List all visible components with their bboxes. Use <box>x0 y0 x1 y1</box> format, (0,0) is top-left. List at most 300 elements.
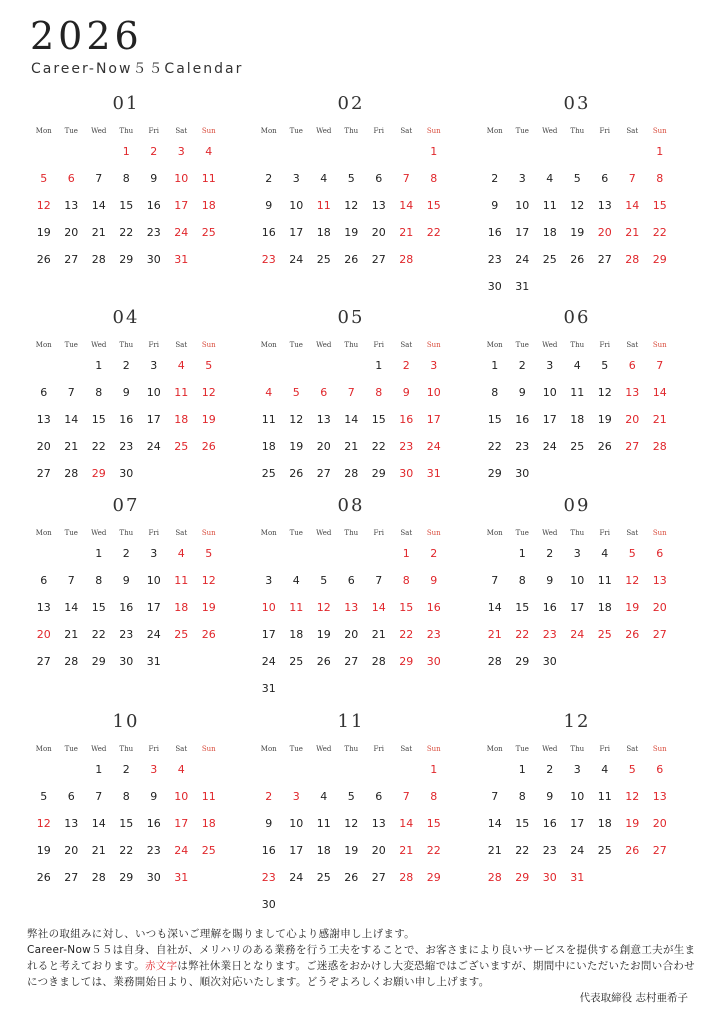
day-cell: 29 <box>119 871 134 884</box>
day-cell: 20 <box>597 226 612 239</box>
day-cell: 31 <box>570 871 585 884</box>
week-row <box>481 379 681 406</box>
day-cell: 25 <box>174 440 189 453</box>
day-cell: 30 <box>542 655 557 668</box>
week-row <box>30 192 230 219</box>
day-cell: 21 <box>91 844 106 857</box>
week-row <box>255 219 455 246</box>
weekday-label: Wed <box>316 529 332 537</box>
day-cell: 7 <box>375 574 383 587</box>
week-row <box>481 540 681 567</box>
month-title: 03 <box>563 93 591 114</box>
day-cell: 10 <box>289 817 304 830</box>
day-cell: 24 <box>542 440 557 453</box>
day-cell: 4 <box>177 359 185 372</box>
day-cell: 31 <box>261 682 276 695</box>
week-row <box>481 621 681 648</box>
empty-cell <box>195 460 223 487</box>
empty-cell <box>58 540 86 567</box>
day-cell: 25 <box>316 253 331 266</box>
day-cell: 4 <box>265 386 273 399</box>
day-cell: 23 <box>261 253 276 266</box>
day-cell: 15 <box>426 199 441 212</box>
day-cell: 27 <box>371 253 386 266</box>
empty-cell <box>646 460 674 487</box>
weekday-header <box>255 526 455 540</box>
day-cell: 27 <box>64 253 79 266</box>
day-cell: 2 <box>546 763 554 776</box>
empty-cell <box>255 540 283 567</box>
month-title: 02 <box>337 93 365 114</box>
weekday-label: Mon <box>486 529 503 537</box>
empty-cell <box>310 138 338 165</box>
day-cell: 18 <box>316 226 331 239</box>
day-cell: 27 <box>625 440 640 453</box>
weekday-label: Tue <box>64 529 78 537</box>
empty-cell <box>310 756 338 783</box>
empty-cell <box>283 138 311 165</box>
day-cell: 8 <box>656 172 664 185</box>
day-cell: 9 <box>265 817 273 830</box>
weekday-label: Fri <box>373 127 384 135</box>
day-cell: 10 <box>542 386 557 399</box>
day-cell: 13 <box>371 199 386 212</box>
day-cell: 26 <box>201 440 216 453</box>
month-title: 06 <box>563 307 591 328</box>
day-cell: 12 <box>597 386 612 399</box>
day-cell: 9 <box>430 574 438 587</box>
week-row <box>481 165 681 192</box>
day-cell: 24 <box>570 844 585 857</box>
week-row <box>255 433 455 460</box>
day-cell: 5 <box>628 547 636 560</box>
day-cell: 8 <box>518 574 526 587</box>
empty-cell <box>365 138 393 165</box>
day-cell: 26 <box>289 467 304 480</box>
day-cell: 29 <box>652 253 667 266</box>
day-cell: 8 <box>402 574 410 587</box>
month-title: 09 <box>563 495 591 516</box>
day-cell: 23 <box>515 440 530 453</box>
day-cell: 9 <box>402 386 410 399</box>
weekday-label: Fri <box>599 341 610 349</box>
day-cell: 9 <box>265 199 273 212</box>
day-cell: 30 <box>146 253 161 266</box>
week-row <box>481 594 681 621</box>
day-cell: 2 <box>430 547 438 560</box>
weekday-label: Fri <box>373 745 384 753</box>
day-cell: 30 <box>426 655 441 668</box>
week-row <box>481 246 681 273</box>
weekday-label: Sat <box>400 127 413 135</box>
footer-text-a: Career-Now５５は自身、自社が、メリハリのある業務を行う工夫をすることで、お客さまにより良いサービスを提供する創意工夫が生まれると考えております。 <box>27 944 696 972</box>
day-cell: 10 <box>570 790 585 803</box>
week-row <box>255 837 455 864</box>
weekday-label: Thu <box>344 529 359 537</box>
day-cell: 19 <box>201 413 216 426</box>
weekday-label: Mon <box>35 745 52 753</box>
day-cell: 18 <box>289 628 304 641</box>
day-cell: 14 <box>625 199 640 212</box>
day-cell: 8 <box>518 790 526 803</box>
day-cell: 26 <box>344 253 359 266</box>
weekday-label: Sun <box>426 529 441 537</box>
weekday-label: Sat <box>400 745 413 753</box>
day-cell: 5 <box>320 574 328 587</box>
week-row <box>30 540 230 567</box>
day-cell: 29 <box>487 467 502 480</box>
empty-cell <box>338 675 366 702</box>
day-cell: 2 <box>518 359 526 372</box>
day-cell: 27 <box>371 871 386 884</box>
weekday-label: Fri <box>148 127 159 135</box>
day-cell: 4 <box>601 547 609 560</box>
month-12 <box>481 710 681 891</box>
day-cell: 3 <box>177 145 185 158</box>
day-cell: 3 <box>265 574 273 587</box>
weekday-label: Wed <box>542 529 558 537</box>
day-cell: 6 <box>656 763 664 776</box>
day-cell: 23 <box>426 628 441 641</box>
weekday-label: Sat <box>400 341 413 349</box>
week-row <box>255 621 455 648</box>
weekday-label: Sun <box>652 341 667 349</box>
weekday-label: Sat <box>626 745 639 753</box>
week-row <box>481 783 681 810</box>
day-cell: 6 <box>628 359 636 372</box>
empty-cell <box>393 675 421 702</box>
day-cell: 17 <box>289 844 304 857</box>
empty-cell <box>338 138 366 165</box>
month-04 <box>30 306 230 487</box>
week-row <box>481 273 681 300</box>
empty-cell <box>30 138 58 165</box>
empty-cell <box>310 540 338 567</box>
empty-cell <box>591 460 619 487</box>
weekday-label: Wed <box>316 127 332 135</box>
day-cell: 7 <box>95 172 103 185</box>
weekday-label: Sat <box>175 529 188 537</box>
weekday-label: Fri <box>599 127 610 135</box>
footer-red-text: 赤文字 <box>144 960 178 972</box>
week-row <box>30 352 230 379</box>
empty-cell <box>283 675 311 702</box>
day-cell: 22 <box>91 628 106 641</box>
day-cell: 18 <box>201 199 216 212</box>
day-cell: 13 <box>652 790 667 803</box>
day-cell: 30 <box>487 280 502 293</box>
day-cell: 1 <box>95 547 103 560</box>
footer-paragraph <box>27 942 697 990</box>
day-cell: 14 <box>64 413 79 426</box>
day-cell: 7 <box>95 790 103 803</box>
weekday-label: Wed <box>91 341 107 349</box>
day-cell: 4 <box>177 763 185 776</box>
empty-cell <box>646 648 674 675</box>
weekday-label: Thu <box>119 529 134 537</box>
empty-cell <box>30 756 58 783</box>
day-cell: 20 <box>36 440 51 453</box>
day-cell: 23 <box>146 226 161 239</box>
day-cell: 29 <box>399 655 414 668</box>
weekday-label: Wed <box>91 745 107 753</box>
day-cell: 4 <box>177 547 185 560</box>
weekday-label: Tue <box>515 127 529 135</box>
empty-cell <box>420 675 448 702</box>
day-cell: 18 <box>261 440 276 453</box>
day-cell: 23 <box>261 871 276 884</box>
day-cell: 1 <box>430 145 438 158</box>
empty-cell <box>283 756 311 783</box>
day-cell: 6 <box>40 386 48 399</box>
weekday-label: Wed <box>91 127 107 135</box>
day-cell: 10 <box>515 199 530 212</box>
day-cell: 27 <box>36 467 51 480</box>
day-cell: 20 <box>371 844 386 857</box>
empty-cell <box>481 138 509 165</box>
weekday-label: Sat <box>626 529 639 537</box>
day-cell: 7 <box>491 790 499 803</box>
month-06 <box>481 306 681 487</box>
day-cell: 29 <box>515 871 530 884</box>
week-row <box>30 621 230 648</box>
day-cell: 18 <box>174 601 189 614</box>
weekday-label: Sun <box>201 127 216 135</box>
day-cell: 15 <box>119 199 134 212</box>
day-cell: 26 <box>344 871 359 884</box>
day-cell: 12 <box>36 199 51 212</box>
day-cell: 5 <box>40 790 48 803</box>
day-cell: 27 <box>36 655 51 668</box>
day-cell: 1 <box>122 145 130 158</box>
empty-cell <box>365 891 393 918</box>
day-cell: 18 <box>597 817 612 830</box>
weekday-label: Mon <box>35 341 52 349</box>
day-cell: 10 <box>146 574 161 587</box>
day-cell: 17 <box>515 226 530 239</box>
day-cell: 8 <box>375 386 383 399</box>
week-row <box>255 379 455 406</box>
week-row <box>30 837 230 864</box>
day-cell: 25 <box>289 655 304 668</box>
week-row <box>30 379 230 406</box>
day-cell: 11 <box>289 601 304 614</box>
day-cell: 28 <box>652 440 667 453</box>
empty-cell <box>255 138 283 165</box>
day-cell: 11 <box>174 574 189 587</box>
day-cell: 26 <box>597 440 612 453</box>
day-cell: 24 <box>515 253 530 266</box>
week-row <box>255 891 455 918</box>
day-cell: 14 <box>91 817 106 830</box>
empty-cell <box>58 138 86 165</box>
day-cell: 22 <box>399 628 414 641</box>
day-cell: 5 <box>347 790 355 803</box>
week-row <box>481 864 681 891</box>
week-row <box>30 567 230 594</box>
week-row <box>255 352 455 379</box>
day-cell: 22 <box>515 628 530 641</box>
empty-cell <box>536 460 564 487</box>
weekday-header <box>481 338 681 352</box>
day-cell: 3 <box>573 547 581 560</box>
month-05 <box>255 306 455 487</box>
day-cell: 18 <box>542 226 557 239</box>
weekday-label: Mon <box>35 127 52 135</box>
week-row <box>481 810 681 837</box>
weekday-label: Wed <box>542 341 558 349</box>
day-cell: 28 <box>91 253 106 266</box>
week-row <box>255 460 455 487</box>
weekday-label: Fri <box>148 341 159 349</box>
empty-cell <box>646 864 674 891</box>
day-cell: 5 <box>347 172 355 185</box>
day-cell: 28 <box>371 655 386 668</box>
day-cell: 3 <box>546 359 554 372</box>
day-cell: 24 <box>174 844 189 857</box>
day-cell: 24 <box>146 440 161 453</box>
day-cell: 21 <box>64 628 79 641</box>
week-row <box>30 864 230 891</box>
empty-cell <box>58 756 86 783</box>
empty-cell <box>283 540 311 567</box>
day-cell: 7 <box>628 172 636 185</box>
day-cell: 19 <box>625 817 640 830</box>
day-cell: 22 <box>119 844 134 857</box>
day-cell: 10 <box>261 601 276 614</box>
day-cell: 5 <box>205 359 213 372</box>
month-title: 12 <box>563 711 591 732</box>
day-cell: 1 <box>656 145 664 158</box>
empty-cell <box>255 756 283 783</box>
day-cell: 25 <box>597 628 612 641</box>
day-cell: 22 <box>515 844 530 857</box>
empty-cell <box>310 891 338 918</box>
day-cell: 19 <box>201 601 216 614</box>
day-cell: 25 <box>542 253 557 266</box>
weekday-header <box>255 338 455 352</box>
day-cell: 10 <box>174 172 189 185</box>
day-cell: 25 <box>201 844 216 857</box>
day-cell: 24 <box>570 628 585 641</box>
empty-cell <box>564 648 592 675</box>
day-cell: 20 <box>64 844 79 857</box>
day-cell: 1 <box>518 547 526 560</box>
empty-cell <box>619 648 647 675</box>
day-cell: 15 <box>426 817 441 830</box>
day-cell: 7 <box>67 386 75 399</box>
month-08 <box>255 494 455 702</box>
weekday-header <box>30 124 230 138</box>
day-cell: 9 <box>491 199 499 212</box>
day-cell: 20 <box>36 628 51 641</box>
day-cell: 16 <box>515 413 530 426</box>
weekday-label: Sat <box>175 341 188 349</box>
weekday-label: Sun <box>652 745 667 753</box>
day-cell: 19 <box>625 601 640 614</box>
day-cell: 30 <box>119 655 134 668</box>
day-cell: 17 <box>426 413 441 426</box>
day-cell: 23 <box>542 844 557 857</box>
day-cell: 28 <box>487 871 502 884</box>
empty-cell <box>255 352 283 379</box>
day-cell: 13 <box>344 601 359 614</box>
day-cell: 13 <box>64 199 79 212</box>
day-cell: 13 <box>625 386 640 399</box>
day-cell: 28 <box>625 253 640 266</box>
weekday-label: Wed <box>91 529 107 537</box>
day-cell: 11 <box>542 199 557 212</box>
empty-cell <box>168 648 196 675</box>
weekday-label: Thu <box>570 341 585 349</box>
empty-cell <box>481 540 509 567</box>
day-cell: 11 <box>597 574 612 587</box>
day-cell: 10 <box>289 199 304 212</box>
day-cell: 24 <box>289 871 304 884</box>
day-cell: 19 <box>570 226 585 239</box>
day-cell: 19 <box>344 844 359 857</box>
day-cell: 18 <box>174 413 189 426</box>
weekday-label: Sun <box>426 341 441 349</box>
day-cell: 21 <box>344 440 359 453</box>
day-cell: 1 <box>430 763 438 776</box>
day-cell: 26 <box>36 871 51 884</box>
day-cell: 2 <box>150 145 158 158</box>
week-row <box>255 138 455 165</box>
day-cell: 30 <box>399 467 414 480</box>
week-row <box>255 783 455 810</box>
day-cell: 15 <box>371 413 386 426</box>
weekday-label: Wed <box>542 745 558 753</box>
day-cell: 21 <box>625 226 640 239</box>
day-cell: 8 <box>491 386 499 399</box>
week-row <box>481 406 681 433</box>
day-cell: 1 <box>95 359 103 372</box>
day-cell: 11 <box>261 413 276 426</box>
day-cell: 1 <box>95 763 103 776</box>
day-cell: 21 <box>91 226 106 239</box>
weekday-label: Sun <box>652 127 667 135</box>
day-cell: 27 <box>652 844 667 857</box>
day-cell: 9 <box>150 790 158 803</box>
week-row <box>30 648 230 675</box>
footer-message <box>27 926 697 990</box>
day-cell: 13 <box>597 199 612 212</box>
day-cell: 31 <box>174 253 189 266</box>
day-cell: 7 <box>347 386 355 399</box>
empty-cell <box>310 352 338 379</box>
day-cell: 24 <box>146 628 161 641</box>
empty-cell <box>420 891 448 918</box>
empty-cell <box>58 352 86 379</box>
day-cell: 17 <box>542 413 557 426</box>
week-row <box>481 837 681 864</box>
empty-cell <box>619 460 647 487</box>
day-cell: 22 <box>371 440 386 453</box>
empty-cell <box>564 273 592 300</box>
day-cell: 27 <box>316 467 331 480</box>
day-cell: 12 <box>289 413 304 426</box>
day-cell: 3 <box>150 763 158 776</box>
day-cell: 2 <box>122 763 130 776</box>
day-cell: 3 <box>150 547 158 560</box>
day-cell: 22 <box>652 226 667 239</box>
day-cell: 28 <box>399 253 414 266</box>
day-cell: 20 <box>344 628 359 641</box>
day-cell: 22 <box>426 226 441 239</box>
day-cell: 17 <box>570 817 585 830</box>
day-cell: 20 <box>652 601 667 614</box>
